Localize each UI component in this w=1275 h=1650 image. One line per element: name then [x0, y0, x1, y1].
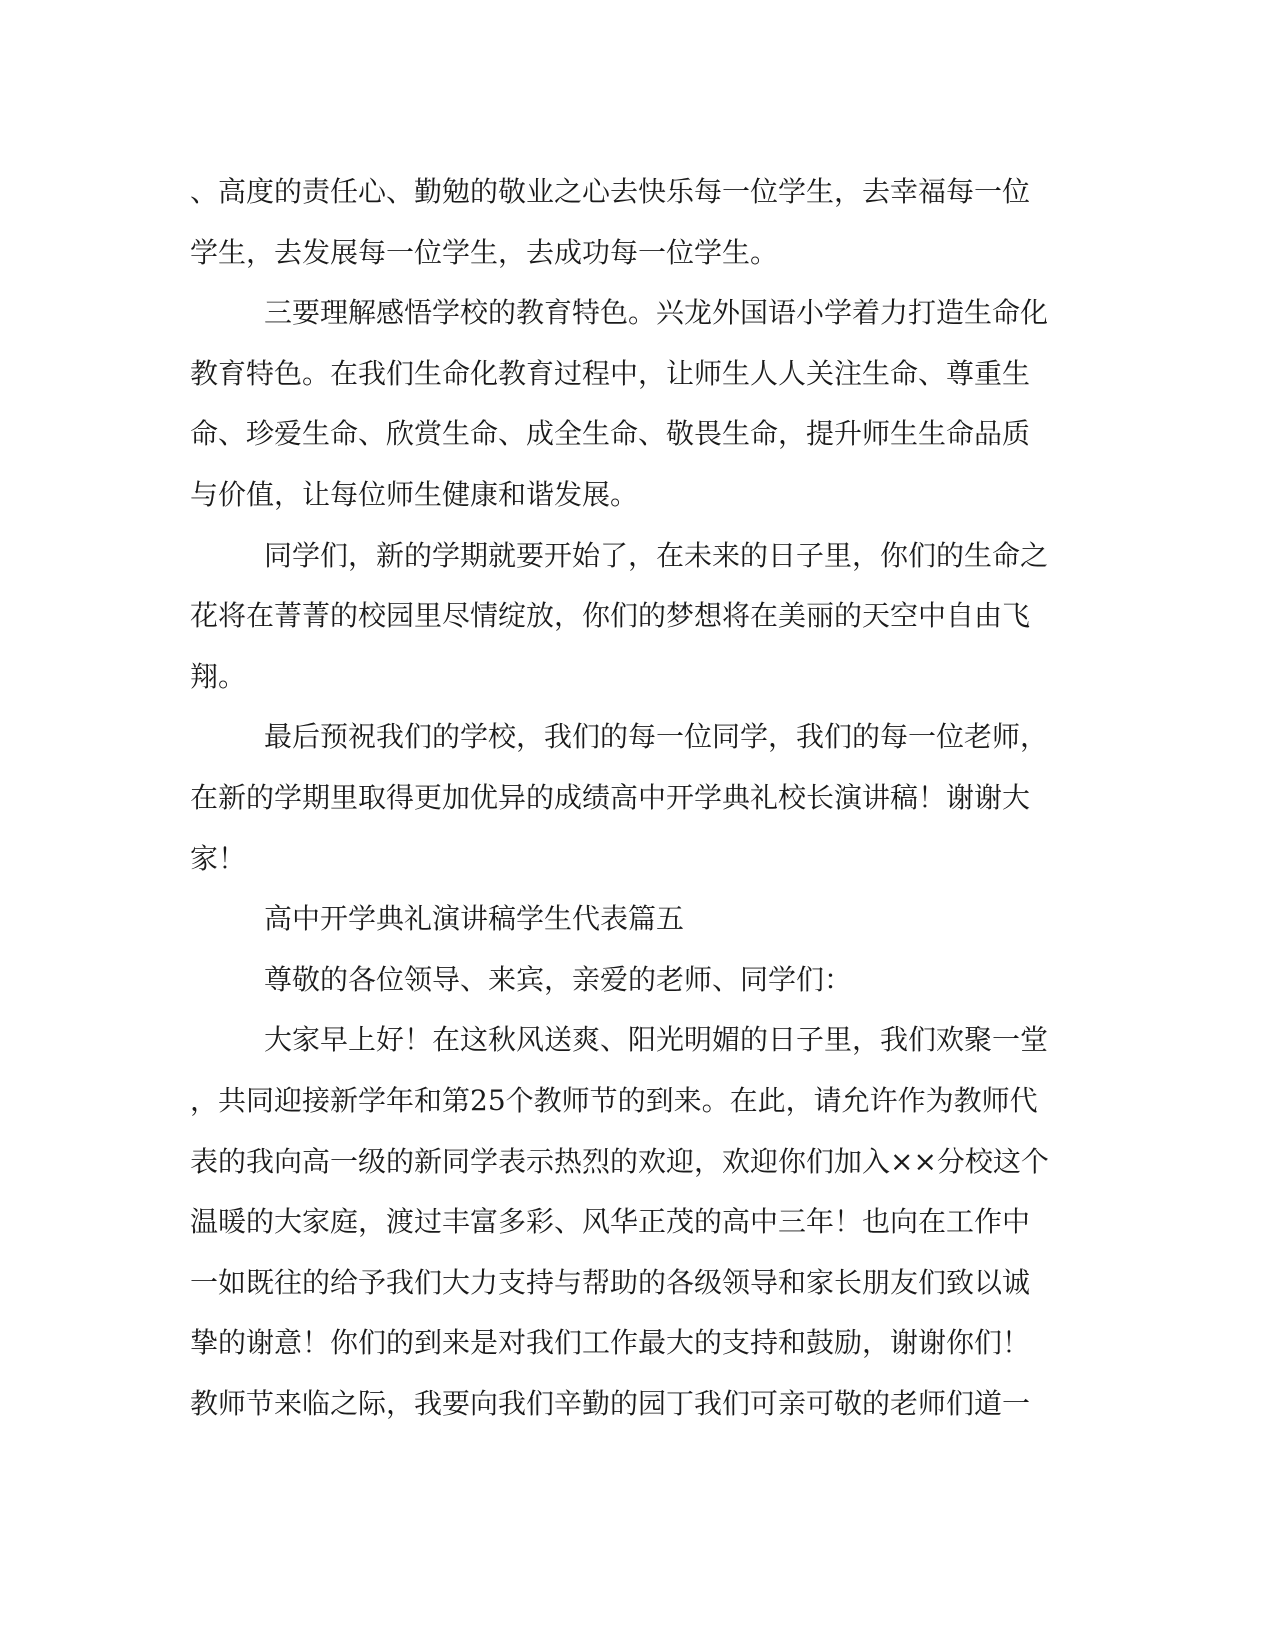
- text-line: 翔。: [190, 659, 247, 693]
- text-line: 教育特色。在我们生命化教育过程中，让师生人人关注生命、尊重生: [190, 356, 1031, 390]
- section-heading: 高中开学典礼演讲稿学生代表篇五: [264, 902, 685, 936]
- text-line: 教师节来临之际，我要向我们辛勤的园丁我们可亲可敬的老师们道一: [190, 1386, 1031, 1420]
- text-line: 表的我向高一级的新同学表示热烈的欢迎，欢迎你们加入××分校这个: [190, 1144, 1049, 1178]
- text-line: 一如既往的给予我们大力支持与帮助的各级领导和家长朋友们致以诚: [190, 1265, 1031, 1299]
- text-line: 同学们，新的学期就要开始了，在未来的日子里，你们的生命之: [264, 538, 1049, 572]
- text-line: 挚的谢意！你们的到来是对我们工作最大的支持和鼓励，谢谢你们！: [190, 1326, 1031, 1360]
- text-line: 在新的学期里取得更加优异的成绩高中开学典礼校长演讲稿！谢谢大: [190, 780, 1031, 814]
- text-line: 命、珍爱生命、欣赏生命、成全生命、敬畏生命，提升师生生命品质: [190, 417, 1031, 451]
- text-line: 温暖的大家庭，渡过丰富多彩、风华正茂的高中三年！也向在工作中: [190, 1205, 1031, 1239]
- text-line: ，共同迎接新学年和第25个教师节的到来。在此，请允许作为教师代: [190, 1083, 1038, 1117]
- text-line: 家！: [190, 841, 247, 875]
- document-body: [190, 162, 1075, 1434]
- text-line: 大家早上好！在这秋风送爽、阳光明媚的日子里，我们欢聚一堂: [264, 1023, 1049, 1057]
- salutation: 尊敬的各位领导、来宾，亲爱的老师、同学们：: [264, 962, 853, 996]
- text-line: 学生，去发展每一位学生，去成功每一位学生。: [190, 235, 779, 269]
- text-line: 最后预祝我们的学校，我们的每一位同学，我们的每一位老师，: [264, 720, 1049, 754]
- text-line: 三要理解感悟学校的教育特色。兴龙外国语小学着力打造生命化: [264, 296, 1049, 330]
- text-line: 、高度的责任心、勤勉的敬业之心去快乐每一位学生，去幸福每一位: [190, 175, 1031, 208]
- text-line: 与价值，让每位师生健康和谐发展。: [190, 477, 639, 511]
- text-line: 花将在菁菁的校园里尽情绽放，你们的梦想将在美丽的天空中自由飞: [190, 599, 1031, 633]
